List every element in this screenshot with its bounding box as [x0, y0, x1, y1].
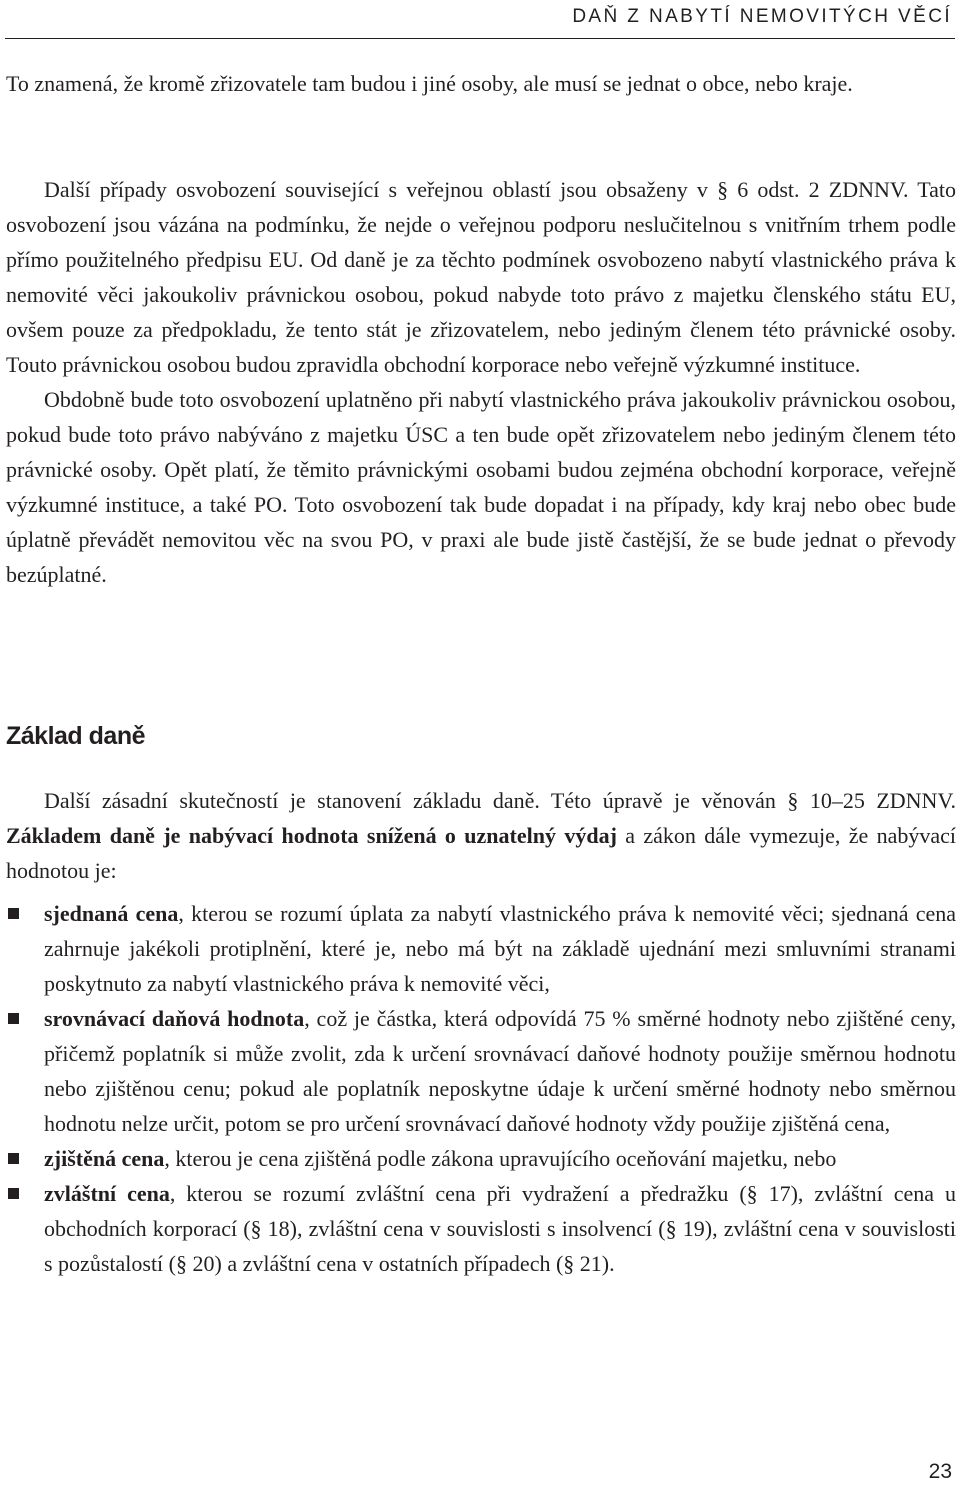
list-item-term: zvláštní cena — [44, 1181, 170, 1206]
list-item-text: , kterou je cena zjištěná podle zákona upravujícího oceňování majetku, nebo — [164, 1146, 837, 1171]
list-item — [6, 1001, 956, 1141]
list-item-term: srovnávací daňová hodnota — [44, 1006, 305, 1031]
running-header: DAŇ Z NABYTÍ NEMOVITÝCH VĚCÍ — [572, 6, 952, 27]
list-item — [6, 896, 956, 1001]
list-item-text: , což je částka, která odpovídá 75 % směrné hodnoty nebo zjištěné ceny, přičemž poplatník si může zvolit, zda k určení srovnávací daňové hodnoty použije směrnou hodnotu nebo zjištěnou cenu; pokud ale poplatník neposkytne údaje k určení směrné hodnoty nebo směrnou hodnotu nelze určit, potom se pro určení srovnávací daňové hodnoty vždy použije zjištěná cena, — [44, 1006, 956, 1136]
intro-text: Další zásadní skutečností je stanovení základu daně. Této úpravě je věnován § 10–25 ZDNNV. — [44, 788, 956, 813]
section-heading: Základ daně — [6, 722, 145, 750]
list-item-term: zjištěná cena — [44, 1146, 165, 1171]
square-bullet-icon — [8, 1013, 19, 1024]
paragraph: Obdobně bude toto osvobození uplatněno při nabytí vlastnického práva jakoukoliv právnickou osobou, pokud bude toto právo nabýváno z majetku ÚSC a ten bude opět zřizovatelem nebo jediným členem této právnické osoby. Opět platí, že těmito právnickými osobami budou zejména obchodní korporace, veřejně výzkumné instituce, a také PO. Toto osvobození tak bude dopadat i na případy, kdy kraj nebo obec bude úplatně převádět nemovitou věc na svou PO, v praxi ale bude jistě častější, že se bude jednat o převody bezúplatné. — [6, 387, 956, 587]
section-intro — [6, 783, 956, 888]
paragraph: Další případy osvobození související s veřejnou oblastí jsou obsaženy v § 6 odst. 2 ZDNNV. Tato osvobození jsou vázána na podmínku, že nejde o veřejnou podporu neslučitelnou s vnitřním trhem podle přímo použitelného předpisu EU. Od daně je za těchto podmínek osvobozeno nabytí vlastnického práva k nemovité věci jakoukoliv právnickou osobou, pokud nabyde toto právo z majetku členského státu EU, ovšem pouze za předpokladu, že tento stát je zřizovatelem, nebo jediným členem této právnické osoby. Touto právnickou osobou budou zpravidla obchodní korporace nebo veřejně výzkumné instituce. — [6, 177, 956, 377]
bullet-list — [6, 896, 956, 1281]
paragraph — [6, 783, 956, 888]
list-item-term: sjednaná cena — [44, 901, 179, 926]
intro-emphasis: Základem daně je nabývací hodnota snížená o uznatelný výdaj — [6, 823, 617, 848]
paragraph-block-2 — [6, 172, 956, 592]
list-item-text: , kterou se rozumí úplata za nabytí vlastnického práva k nemovité věci; sjednaná cena zahrnuje jakékoli protiplnění, které je, nebo má být na základě ujednání mezi smluvními stranami poskytnuto za nabytí vlastnického práva k nemovité věci, — [44, 901, 957, 996]
square-bullet-icon — [8, 1188, 19, 1199]
list-item — [6, 1176, 956, 1281]
square-bullet-icon — [8, 908, 19, 919]
paragraph: To znamená, že kromě zřizovatele tam budou i jiné osoby, ale musí se jednat o obce, nebo kraje. — [6, 71, 853, 96]
list-item-text: , kterou se rozumí zvláštní cena při vydražení a předražku (§ 17), zvláštní cena u obchodních korporací (§ 18), zvláštní cena v souvislosti s insolvencí (§ 19), zvláštní cena v souvislosti s pozůstalostí (§ 20) a zvláštní cena v ostatních případech (§ 21). — [44, 1181, 956, 1276]
intro-text-end: a zákon dále vymezuje, že nabývací hodnotou je: — [6, 823, 956, 883]
paragraph-block-1 — [6, 66, 956, 101]
header-rule — [5, 38, 955, 39]
square-bullet-icon — [8, 1153, 19, 1164]
page-number: 23 — [928, 1460, 952, 1483]
list-item — [6, 1141, 956, 1176]
